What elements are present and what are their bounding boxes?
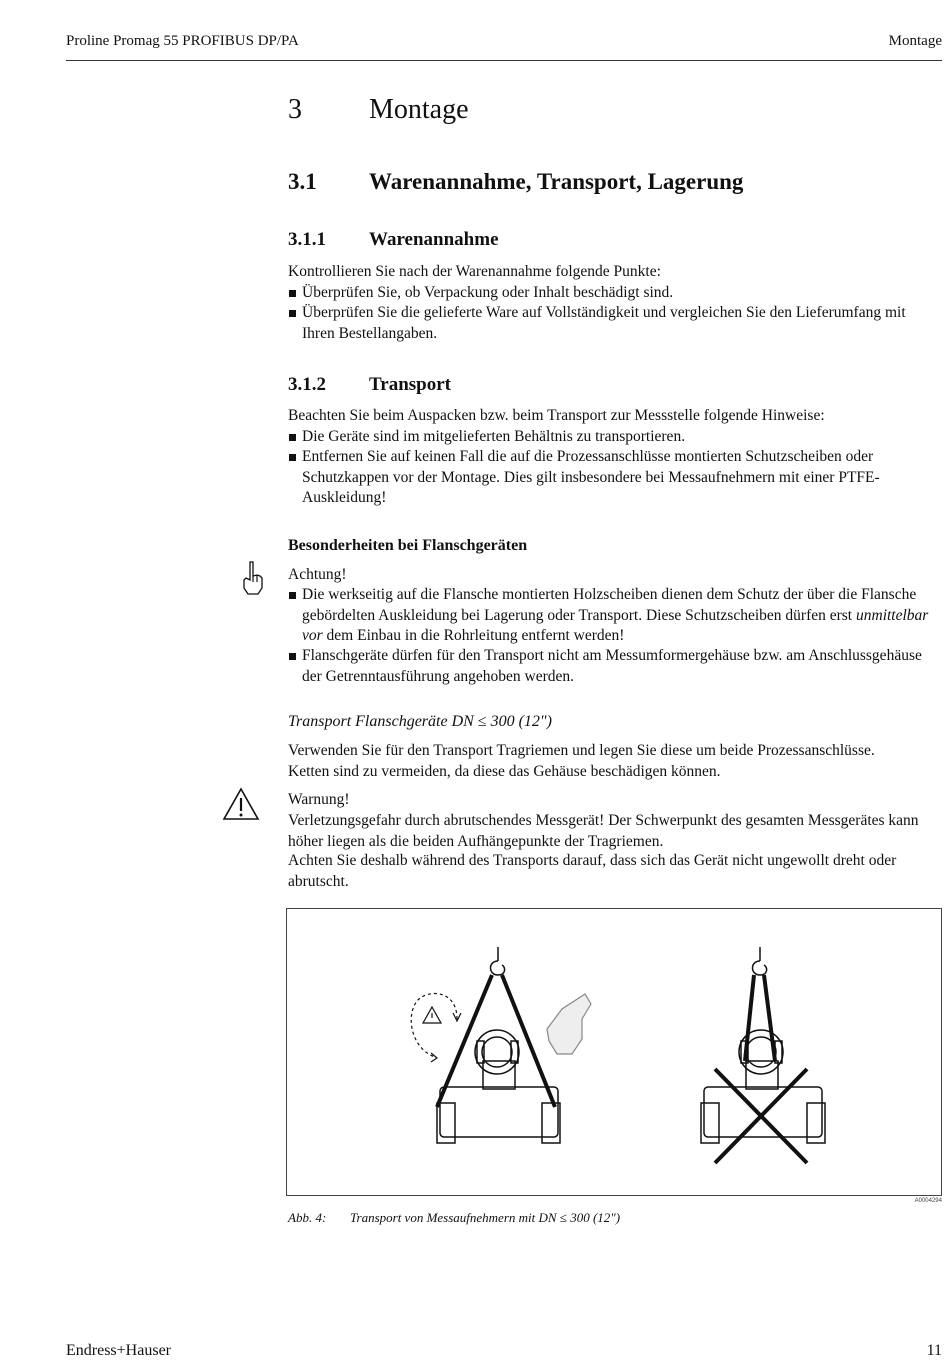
footer-company: Endress+Hauser: [66, 1342, 171, 1359]
paragraph: Beachten Sie beim Auspacken bzw. beim Transport zur Messstelle folgende Hinweise:: [288, 407, 825, 424]
paragraph: Ketten sind zu vermeiden, da diese das Gehäuse beschädigen können.: [288, 763, 721, 780]
list-item: Entfernen Sie auf keinen Fall die auf die Prozessanschlüsse montierten Schutzscheiben oder Schutzkappen vor der Montage. Dies gilt insbesondere bei Messaufnehmern mit einer PTFE-Auskleidung!: [288, 447, 942, 509]
figure-caption-text: Transport von Messaufnehmern mit DN ≤ 300 (12"): [350, 1210, 621, 1225]
transport-diagram: [287, 909, 941, 1195]
list-item: [288, 585, 942, 647]
warning-triangle-icon: [222, 787, 260, 821]
hand-pointing-icon: [240, 560, 266, 596]
section-number: 3.1: [288, 169, 317, 194]
warning-text: Achten Sie deshalb während des Transports darauf, dass sich das Gerät nicht ungewollt dreht oder abrutscht.: [288, 852, 897, 890]
running-header-title: Proline Promag 55 PROFIBUS DP/PA: [66, 33, 299, 49]
chapter-number: 3: [288, 94, 302, 125]
subsection-number: 3.1.1: [288, 229, 326, 250]
warning-text: Verletzungsgefahr durch abrutschendes Messgerät! Der Schwerpunkt des gesamten Messgerätes kann höher liegen als die beiden Aufhängepunkte der Tragriemen.: [288, 812, 919, 850]
subsection-title: Warenannahme: [369, 229, 499, 250]
header-rule: [66, 60, 942, 61]
rotation-warning-icon: [411, 994, 461, 1062]
list-item: Flanschgeräte dürfen für den Transport nicht am Messumformergehäuse bzw. am Anschlussgehäuse der Getrenntausführung angehoben werden.: [288, 646, 942, 687]
incorrect-lifting-illustration: [701, 947, 825, 1163]
list-item: Die Geräte sind im mitgelieferten Behältnis zu transportieren.: [288, 427, 942, 448]
paragraph: Verwenden Sie für den Transport Tragriemen und legen Sie diese um beide Prozessanschlüsse.: [288, 742, 875, 759]
bullet-text: dem Einbau in die Rohrleitung entfernt werden!: [322, 627, 625, 644]
bullet-text: Die werkseitig auf die Flansche montierten Holzscheiben dienen dem Schutz der über die Flansche gebördelten Auskleidung bei Lagerung oder Transport. Diese Schutzscheiben dürfen erst: [302, 586, 917, 624]
warning-label: Warnung!: [288, 791, 350, 808]
list-item: Überprüfen Sie die gelieferte Ware auf Vollständigkeit und vergleichen Sie den Lieferumfang mit Ihren Bestellangaben.: [288, 303, 942, 344]
figure-id: A0004294: [914, 1198, 942, 1204]
section-title: Warenannahme, Transport, Lagerung: [369, 169, 744, 194]
caution-label: Achtung!: [288, 566, 347, 583]
subsection-title: Transport: [369, 374, 451, 395]
paragraph: Kontrollieren Sie nach der Warenannahme folgende Punkte:: [288, 263, 661, 280]
page-number: 11: [926, 1342, 942, 1359]
correct-lifting-illustration: [437, 947, 560, 1143]
flansch-heading: Besonderheiten bei Flanschgeräten: [288, 537, 528, 554]
figure-transport-illustration: [286, 908, 942, 1196]
emphasis-text: unmittelbar vor: [302, 606, 929, 644]
figure-caption-label: Abb. 4:: [288, 1210, 327, 1225]
running-header-section: Montage: [888, 33, 942, 49]
subsection-number: 3.1.2: [288, 374, 326, 395]
hand-icon: [547, 994, 591, 1054]
chapter-title: Montage: [369, 94, 469, 125]
list-item: Überprüfen Sie, ob Verpackung oder Inhalt beschädigt sind.: [288, 283, 942, 304]
transport-dn-heading: Transport Flanschgeräte DN ≤ 300 (12"): [288, 713, 552, 730]
